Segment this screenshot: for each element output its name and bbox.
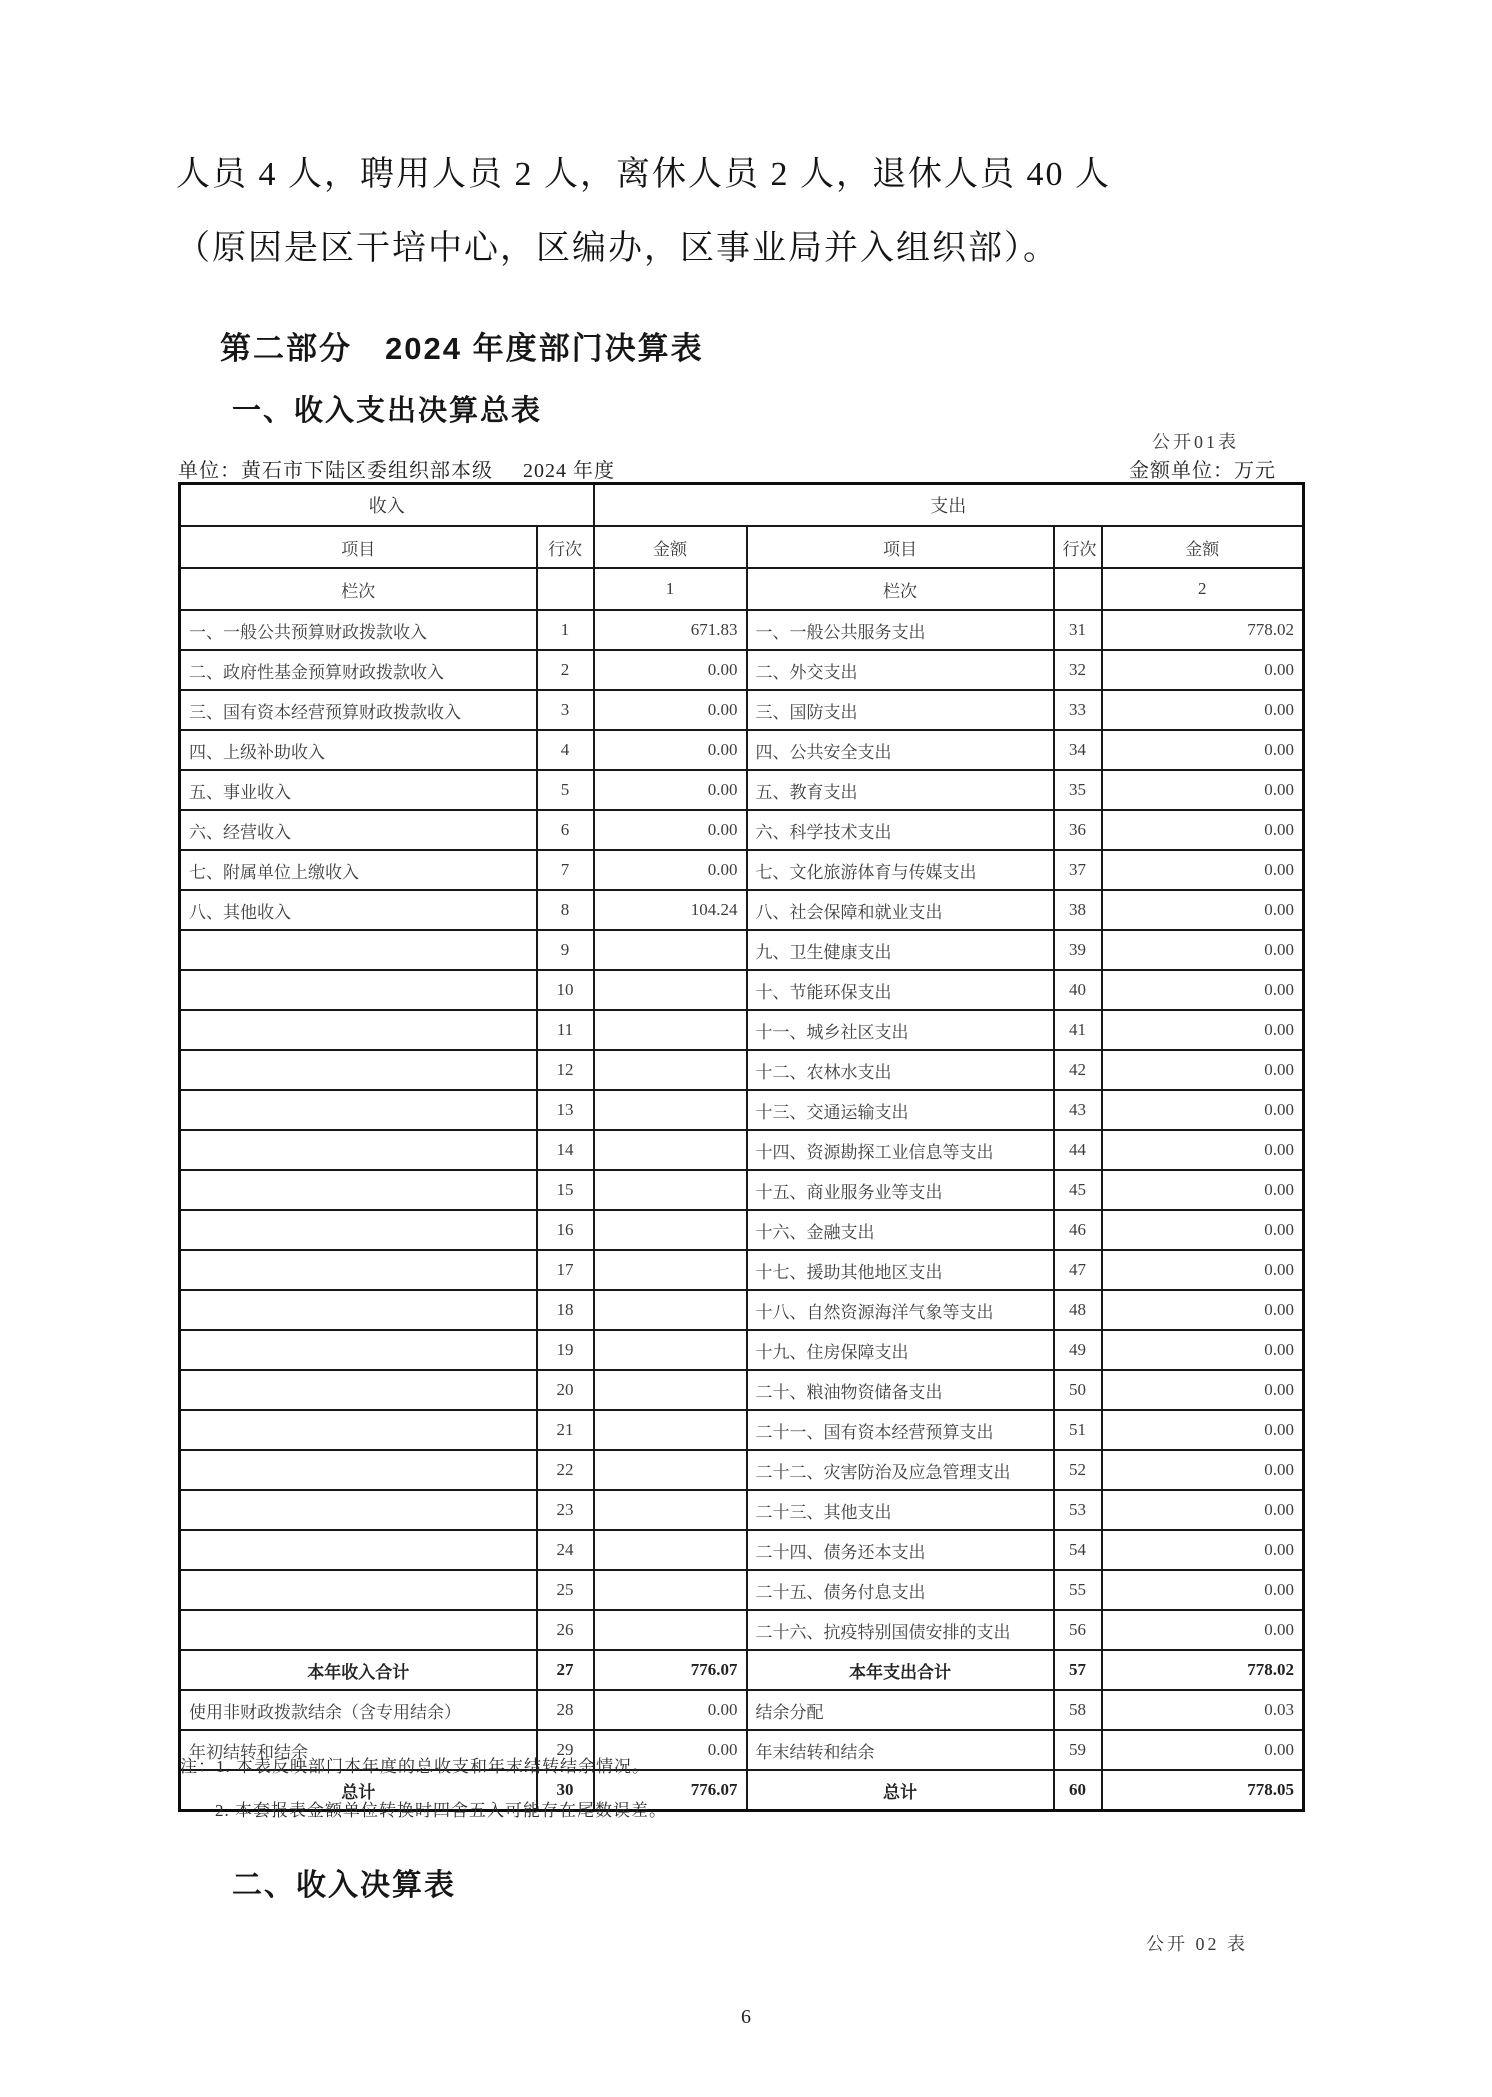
income-item-cell: 三、国有资本经营预算财政拨款收入 bbox=[180, 690, 537, 730]
table-row bbox=[180, 770, 1304, 810]
expense-amount-cell: 0.00 bbox=[1102, 930, 1304, 970]
income-amount-cell bbox=[594, 1610, 747, 1650]
expense-item-cell: 总计 bbox=[747, 1770, 1054, 1811]
table-row bbox=[180, 890, 1304, 930]
table-row bbox=[180, 1370, 1304, 1410]
income-item-cell bbox=[180, 1490, 537, 1530]
income-amount-cell bbox=[594, 1330, 747, 1370]
table-row bbox=[180, 1130, 1304, 1170]
expense-amount-cell: 0.00 bbox=[1102, 970, 1304, 1010]
expense-item-cell: 二、外交支出 bbox=[747, 650, 1054, 690]
expense-line-cell: 58 bbox=[1054, 1690, 1102, 1730]
table-row bbox=[180, 1050, 1304, 1090]
table-row bbox=[180, 970, 1304, 1010]
expense-line-cell: 42 bbox=[1054, 1050, 1102, 1090]
expense-line-cell: 49 bbox=[1054, 1330, 1102, 1370]
income-amount-cell bbox=[594, 930, 747, 970]
income-amount-cell: 776.07 bbox=[594, 1650, 747, 1690]
expense-item-cell: 年末结转和结余 bbox=[747, 1730, 1054, 1770]
income-amount-column-header: 金额 bbox=[594, 526, 747, 568]
expense-amount-cell: 778.05 bbox=[1102, 1770, 1304, 1811]
table-row bbox=[180, 1610, 1304, 1650]
expense-amount-cell: 0.00 bbox=[1102, 650, 1304, 690]
expense-item-cell: 二十三、其他支出 bbox=[747, 1490, 1054, 1530]
income-item-cell bbox=[180, 1530, 537, 1570]
income-line-cell: 10 bbox=[537, 970, 594, 1010]
expense-line-cell: 32 bbox=[1054, 650, 1102, 690]
income-amount-cell bbox=[594, 970, 747, 1010]
intro-line-2: （原因是区干培中心，区编办，区事业局并入组织部）。 bbox=[176, 230, 1059, 267]
expense-group-header: 支出 bbox=[594, 484, 1304, 527]
expense-amount-cell: 0.00 bbox=[1102, 690, 1304, 730]
table-row bbox=[180, 1650, 1304, 1690]
part-heading: 第二部分 2024 年度部门决算表 bbox=[220, 331, 704, 366]
income-lanci-blank bbox=[537, 568, 594, 610]
income-amount-cell bbox=[594, 1450, 747, 1490]
income-line-cell: 17 bbox=[537, 1250, 594, 1290]
income-item-cell: 八、其他收入 bbox=[180, 890, 537, 930]
income-amount-cell bbox=[594, 1370, 747, 1410]
table-note-2: 2. 本套报表金额单位转换时四舍五入可能存在尾数误差。 bbox=[215, 1801, 667, 1820]
expense-line-cell: 43 bbox=[1054, 1090, 1102, 1130]
expense-line-cell: 40 bbox=[1054, 970, 1102, 1010]
table-row bbox=[180, 1690, 1304, 1730]
income-amount-cell bbox=[594, 1410, 747, 1450]
column-header-row bbox=[180, 526, 1304, 568]
expense-line-cell: 50 bbox=[1054, 1370, 1102, 1410]
expense-item-cell: 十二、农林水支出 bbox=[747, 1050, 1054, 1090]
income-item-column-header: 项目 bbox=[180, 526, 537, 568]
income-line-cell: 12 bbox=[537, 1050, 594, 1090]
income-amount-cell: 0.00 bbox=[594, 1730, 747, 1770]
expense-item-cell: 四、公共安全支出 bbox=[747, 730, 1054, 770]
income-line-cell: 7 bbox=[537, 850, 594, 890]
expense-item-cell: 六、科学技术支出 bbox=[747, 810, 1054, 850]
expense-line-cell: 47 bbox=[1054, 1250, 1102, 1290]
expense-line-cell: 57 bbox=[1054, 1650, 1102, 1690]
expense-line-cell: 41 bbox=[1054, 1010, 1102, 1050]
income-item-cell: 二、政府性基金预算财政拨款收入 bbox=[180, 650, 537, 690]
income-item-cell bbox=[180, 1210, 537, 1250]
income-amount-cell bbox=[594, 1010, 747, 1050]
income-amount-cell bbox=[594, 1490, 747, 1530]
expense-amount-cell: 0.00 bbox=[1102, 1570, 1304, 1610]
income-line-cell: 5 bbox=[537, 770, 594, 810]
expense-item-cell: 八、社会保障和就业支出 bbox=[747, 890, 1054, 930]
income-item-cell bbox=[180, 930, 537, 970]
income-item-cell bbox=[180, 1410, 537, 1450]
expense-amount-cell: 0.00 bbox=[1102, 1730, 1304, 1770]
expense-amount-cell: 0.00 bbox=[1102, 1170, 1304, 1210]
table-row bbox=[180, 1490, 1304, 1530]
expense-item-cell: 二十四、债务还本支出 bbox=[747, 1530, 1054, 1570]
expense-item-cell: 二十、粮油物资储备支出 bbox=[747, 1370, 1054, 1410]
table-row bbox=[180, 1450, 1304, 1490]
income-line-cell: 8 bbox=[537, 890, 594, 930]
income-amount-cell bbox=[594, 1530, 747, 1570]
expense-item-cell: 二十一、国有资本经营预算支出 bbox=[747, 1410, 1054, 1450]
income-item-cell: 使用非财政拨款结余（含专用结余） bbox=[180, 1690, 537, 1730]
income-item-cell bbox=[180, 970, 537, 1010]
table-row bbox=[180, 1290, 1304, 1330]
income-line-cell: 16 bbox=[537, 1210, 594, 1250]
expense-item-cell: 七、文化旅游体育与传媒支出 bbox=[747, 850, 1054, 890]
expense-line-cell: 55 bbox=[1054, 1570, 1102, 1610]
income-line-cell: 9 bbox=[537, 930, 594, 970]
table1-heading: 一、收入支出决算总表 bbox=[232, 395, 543, 427]
expense-amount-cell: 0.00 bbox=[1102, 1090, 1304, 1130]
income-amount-cell bbox=[594, 1130, 747, 1170]
income-amount-cell: 0.00 bbox=[594, 770, 747, 810]
expense-line-cell: 33 bbox=[1054, 690, 1102, 730]
income-item-cell bbox=[180, 1130, 537, 1170]
expense-amount-cell: 0.00 bbox=[1102, 1410, 1304, 1450]
expense-amount-cell: 0.00 bbox=[1102, 1250, 1304, 1290]
income-item-cell bbox=[180, 1010, 537, 1050]
income-amount-cell bbox=[594, 1050, 747, 1090]
income-line-cell: 19 bbox=[537, 1330, 594, 1370]
income-item-cell: 本年收入合计 bbox=[180, 1650, 537, 1690]
income-amount-cell bbox=[594, 1090, 747, 1130]
expense-line-cell: 60 bbox=[1054, 1770, 1102, 1811]
income-line-cell: 24 bbox=[537, 1530, 594, 1570]
amount-unit-label: 金额单位：万元 bbox=[1129, 460, 1276, 482]
income-amount-cell bbox=[594, 1210, 747, 1250]
expense-amount-cell: 0.00 bbox=[1102, 1010, 1304, 1050]
income-group-header: 收入 bbox=[180, 484, 594, 527]
expense-item-cell: 三、国防支出 bbox=[747, 690, 1054, 730]
expense-amount-cell: 0.00 bbox=[1102, 1330, 1304, 1370]
table2-heading: 二、收入决算表 bbox=[232, 1869, 456, 1902]
expense-item-cell: 十、节能环保支出 bbox=[747, 970, 1054, 1010]
expense-line-cell: 53 bbox=[1054, 1490, 1102, 1530]
income-amount-cell: 104.24 bbox=[594, 890, 747, 930]
year-label: 2024 年度 bbox=[523, 460, 615, 482]
expense-amount-cell: 0.00 bbox=[1102, 1450, 1304, 1490]
column-index-row bbox=[180, 568, 1304, 610]
income-item-cell: 四、上级补助收入 bbox=[180, 730, 537, 770]
income-amount-cell: 671.83 bbox=[594, 610, 747, 650]
expense-line-cell: 48 bbox=[1054, 1290, 1102, 1330]
income-line-cell: 1 bbox=[537, 610, 594, 650]
expense-item-cell: 一、一般公共服务支出 bbox=[747, 610, 1054, 650]
income-item-cell bbox=[180, 1330, 537, 1370]
expense-item-cell: 十四、资源勘探工业信息等支出 bbox=[747, 1130, 1054, 1170]
expense-item-cell: 十七、援助其他地区支出 bbox=[747, 1250, 1054, 1290]
income-item-cell: 五、事业收入 bbox=[180, 770, 537, 810]
expense-amount-cell: 0.00 bbox=[1102, 1610, 1304, 1650]
expense-amount-cell: 0.00 bbox=[1102, 730, 1304, 770]
expense-item-cell: 十六、金融支出 bbox=[747, 1210, 1054, 1250]
expense-item-cell: 结余分配 bbox=[747, 1690, 1054, 1730]
intro-line-1: 人员 4 人，聘用人员 2 人，离休人员 2 人，退休人员 40 人 bbox=[176, 156, 1111, 193]
expense-line-cell: 54 bbox=[1054, 1530, 1102, 1570]
expense-amount-cell: 778.02 bbox=[1102, 1650, 1304, 1690]
expense-lanci-blank bbox=[1054, 568, 1102, 610]
table2-tag: 公开 02 表 bbox=[1146, 1934, 1248, 1954]
expense-item-cell: 二十二、灾害防治及应急管理支出 bbox=[747, 1450, 1054, 1490]
income-amount-cell bbox=[594, 1570, 747, 1610]
expense-item-cell: 九、卫生健康支出 bbox=[747, 930, 1054, 970]
income-line-cell: 4 bbox=[537, 730, 594, 770]
income-line-cell: 20 bbox=[537, 1370, 594, 1410]
income-line-cell: 30 bbox=[537, 1770, 594, 1811]
expense-line-cell: 37 bbox=[1054, 850, 1102, 890]
income-expense-summary-table bbox=[178, 482, 1305, 1812]
table1-tag: 公开01表 bbox=[1152, 432, 1239, 452]
expense-amount-cell: 0.00 bbox=[1102, 770, 1304, 810]
income-item-cell bbox=[180, 1570, 537, 1610]
table-row bbox=[180, 810, 1304, 850]
income-amount-cell bbox=[594, 1250, 747, 1290]
income-line-column-header: 行次 bbox=[537, 526, 594, 568]
income-line-cell: 2 bbox=[537, 650, 594, 690]
expense-amount-column-header: 金额 bbox=[1102, 526, 1304, 568]
income-amount-cell: 776.07 bbox=[594, 1770, 747, 1811]
table-meta-line bbox=[178, 454, 1302, 483]
expense-item-cell: 二十六、抗疫特别国债安排的支出 bbox=[747, 1610, 1054, 1650]
income-line-cell: 15 bbox=[537, 1170, 594, 1210]
expense-amount-cell: 0.00 bbox=[1102, 1130, 1304, 1170]
income-line-cell: 18 bbox=[537, 1290, 594, 1330]
expense-line-cell: 56 bbox=[1054, 1610, 1102, 1650]
expense-line-cell: 51 bbox=[1054, 1410, 1102, 1450]
expense-item-cell: 二十五、债务付息支出 bbox=[747, 1570, 1054, 1610]
income-item-cell: 总计 bbox=[180, 1770, 537, 1811]
page-number: 6 bbox=[741, 2006, 751, 2028]
expense-lanci-number: 2 bbox=[1102, 568, 1304, 610]
income-lanci-label: 栏次 bbox=[180, 568, 537, 610]
expense-item-cell: 十九、住房保障支出 bbox=[747, 1330, 1054, 1370]
table-row bbox=[180, 1210, 1304, 1250]
income-line-cell: 22 bbox=[537, 1450, 594, 1490]
expense-line-cell: 34 bbox=[1054, 730, 1102, 770]
expense-line-cell: 31 bbox=[1054, 610, 1102, 650]
group-header-row bbox=[180, 484, 1304, 527]
income-amount-cell: 0.00 bbox=[594, 810, 747, 850]
expense-amount-cell: 0.00 bbox=[1102, 1050, 1304, 1090]
income-item-cell bbox=[180, 1290, 537, 1330]
expense-line-cell: 36 bbox=[1054, 810, 1102, 850]
table-note-1: 注：1. 本表反映部门本年度的总收支和年末结转结余情况。 bbox=[180, 1757, 650, 1776]
income-line-cell: 3 bbox=[537, 690, 594, 730]
expense-line-cell: 44 bbox=[1054, 1130, 1102, 1170]
income-item-cell: 七、附属单位上缴收入 bbox=[180, 850, 537, 890]
income-amount-cell bbox=[594, 1290, 747, 1330]
income-amount-cell: 0.00 bbox=[594, 850, 747, 890]
income-line-cell: 21 bbox=[537, 1410, 594, 1450]
expense-amount-cell: 0.00 bbox=[1102, 850, 1304, 890]
income-line-cell: 23 bbox=[537, 1490, 594, 1530]
income-item-cell bbox=[180, 1250, 537, 1290]
intro-paragraph bbox=[176, 138, 1216, 286]
expense-lanci-label: 栏次 bbox=[747, 568, 1054, 610]
table-row bbox=[180, 1570, 1304, 1610]
income-line-cell: 28 bbox=[537, 1690, 594, 1730]
expense-amount-cell: 0.00 bbox=[1102, 890, 1304, 930]
expense-amount-cell: 0.00 bbox=[1102, 810, 1304, 850]
expense-line-cell: 35 bbox=[1054, 770, 1102, 810]
expense-line-cell: 52 bbox=[1054, 1450, 1102, 1490]
income-item-cell bbox=[180, 1610, 537, 1650]
income-amount-cell bbox=[594, 1170, 747, 1210]
table-row bbox=[180, 1410, 1304, 1450]
table-row bbox=[180, 690, 1304, 730]
expense-amount-cell: 0.00 bbox=[1102, 1370, 1304, 1410]
table-row bbox=[180, 1250, 1304, 1290]
expense-item-cell: 本年支出合计 bbox=[747, 1650, 1054, 1690]
income-line-cell: 27 bbox=[537, 1650, 594, 1690]
expense-line-cell: 39 bbox=[1054, 930, 1102, 970]
income-item-cell bbox=[180, 1370, 537, 1410]
table-row bbox=[180, 1010, 1304, 1050]
income-amount-cell: 0.00 bbox=[594, 730, 747, 770]
income-line-cell: 29 bbox=[537, 1730, 594, 1770]
table-row bbox=[180, 1330, 1304, 1370]
income-lanci-number: 1 bbox=[594, 568, 747, 610]
income-amount-cell: 0.00 bbox=[594, 1690, 747, 1730]
expense-item-cell: 十五、商业服务业等支出 bbox=[747, 1170, 1054, 1210]
table-row bbox=[180, 610, 1304, 650]
expense-line-column-header: 行次 bbox=[1054, 526, 1102, 568]
table-row bbox=[180, 1170, 1304, 1210]
expense-line-cell: 46 bbox=[1054, 1210, 1102, 1250]
income-item-cell bbox=[180, 1170, 537, 1210]
income-amount-cell: 0.00 bbox=[594, 690, 747, 730]
expense-amount-cell: 0.03 bbox=[1102, 1690, 1304, 1730]
table-row bbox=[180, 650, 1304, 690]
expense-line-cell: 59 bbox=[1054, 1730, 1102, 1770]
income-line-cell: 25 bbox=[537, 1570, 594, 1610]
table-row bbox=[180, 850, 1304, 890]
expense-item-cell: 十八、自然资源海洋气象等支出 bbox=[747, 1290, 1054, 1330]
income-line-cell: 11 bbox=[537, 1010, 594, 1050]
table-row bbox=[180, 930, 1304, 970]
expense-line-cell: 38 bbox=[1054, 890, 1102, 930]
income-amount-cell: 0.00 bbox=[594, 650, 747, 690]
income-item-cell bbox=[180, 1050, 537, 1090]
expense-item-cell: 十三、交通运输支出 bbox=[747, 1090, 1054, 1130]
income-line-cell: 26 bbox=[537, 1610, 594, 1650]
table-row bbox=[180, 1530, 1304, 1570]
income-item-cell bbox=[180, 1450, 537, 1490]
expense-item-column-header: 项目 bbox=[747, 526, 1054, 568]
expense-amount-cell: 0.00 bbox=[1102, 1490, 1304, 1530]
expense-line-cell: 45 bbox=[1054, 1170, 1102, 1210]
expense-item-cell: 十一、城乡社区支出 bbox=[747, 1010, 1054, 1050]
expense-item-cell: 五、教育支出 bbox=[747, 770, 1054, 810]
expense-amount-cell: 0.00 bbox=[1102, 1530, 1304, 1570]
income-line-cell: 6 bbox=[537, 810, 594, 850]
income-item-cell: 六、经营收入 bbox=[180, 810, 537, 850]
income-item-cell bbox=[180, 1090, 537, 1130]
table-row bbox=[180, 1090, 1304, 1130]
income-line-cell: 13 bbox=[537, 1090, 594, 1130]
income-line-cell: 14 bbox=[537, 1130, 594, 1170]
income-item-cell: 年初结转和结余 bbox=[180, 1730, 537, 1770]
expense-amount-cell: 0.00 bbox=[1102, 1210, 1304, 1250]
unit-label: 单位：黄石市下陆区委组织部本级 bbox=[178, 460, 493, 482]
table-row bbox=[180, 730, 1304, 770]
income-item-cell: 一、一般公共预算财政拨款收入 bbox=[180, 610, 537, 650]
expense-amount-cell: 0.00 bbox=[1102, 1290, 1304, 1330]
expense-amount-cell: 778.02 bbox=[1102, 610, 1304, 650]
